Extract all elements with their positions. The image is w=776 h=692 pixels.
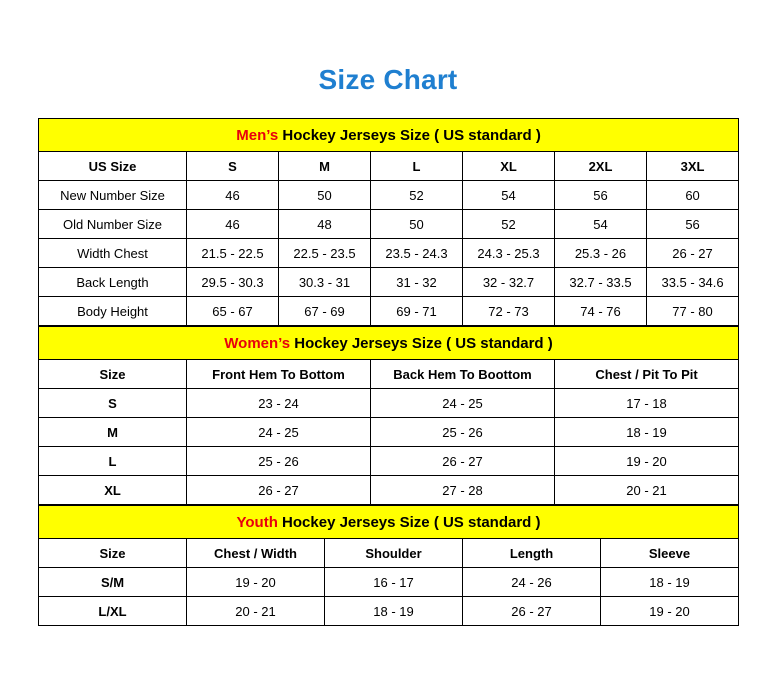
youth-header-cell: Chest / Width (187, 539, 325, 568)
cell: 24.3 - 25.3 (463, 239, 555, 268)
womens-header-cell: Back Hem To Boottom (371, 360, 555, 389)
mens-banner-rest: Hockey Jerseys Size ( US standard ) (278, 126, 541, 144)
womens-header-cell: Chest / Pit To Pit (555, 360, 739, 389)
cell: 21.5 - 22.5 (187, 239, 279, 268)
table-row (39, 568, 739, 597)
cell: 52 (371, 181, 463, 210)
cell: 26 - 27 (463, 597, 601, 626)
cell: 25 - 26 (187, 447, 371, 476)
row-label: S (39, 389, 187, 418)
table-row (39, 210, 739, 239)
cell: 27 - 28 (371, 476, 555, 505)
mens-banner-highlight: Men’s (236, 126, 279, 144)
mens-header-cell: L (371, 152, 463, 181)
cell: 77 - 80 (647, 297, 739, 326)
cell: 72 - 73 (463, 297, 555, 326)
cell: 46 (187, 181, 279, 210)
womens-banner-row (39, 327, 739, 360)
mens-header-cell: 3XL (647, 152, 739, 181)
row-label: L (39, 447, 187, 476)
cell: 19 - 20 (555, 447, 739, 476)
row-label: Body Height (39, 297, 187, 326)
cell: 29.5 - 30.3 (187, 268, 279, 297)
cell: 46 (187, 210, 279, 239)
mens-header-cell: US Size (39, 152, 187, 181)
cell: 25.3 - 26 (555, 239, 647, 268)
youth-header-cell: Shoulder (325, 539, 463, 568)
table-row (39, 418, 739, 447)
table-row (39, 476, 739, 505)
womens-banner (39, 327, 739, 360)
row-label: Width Chest (39, 239, 187, 268)
womens-header-row (39, 360, 739, 389)
mens-header-cell: XL (463, 152, 555, 181)
youth-banner-rest: Hockey Jerseys Size ( US standard ) (277, 513, 541, 531)
cell: 56 (555, 181, 647, 210)
mens-header-row (39, 152, 739, 181)
mens-size-table (38, 118, 739, 326)
cell: 18 - 19 (555, 418, 739, 447)
cell: 69 - 71 (371, 297, 463, 326)
cell: 52 (463, 210, 555, 239)
cell: 54 (463, 181, 555, 210)
womens-header-cell: Front Hem To Bottom (187, 360, 371, 389)
row-label: L/XL (39, 597, 187, 626)
cell: 22.5 - 23.5 (279, 239, 371, 268)
mens-header-cell: M (279, 152, 371, 181)
youth-banner (39, 506, 739, 539)
cell: 18 - 19 (601, 568, 739, 597)
cell: 30.3 - 31 (279, 268, 371, 297)
womens-header-cell: Size (39, 360, 187, 389)
mens-header-cell: S (187, 152, 279, 181)
youth-banner-highlight: Youth (236, 513, 278, 531)
womens-size-table (38, 326, 739, 505)
cell: 23 - 24 (187, 389, 371, 418)
cell: 50 (279, 181, 371, 210)
cell: 65 - 67 (187, 297, 279, 326)
row-label: M (39, 418, 187, 447)
cell: 33.5 - 34.6 (647, 268, 739, 297)
cell: 23.5 - 24.3 (371, 239, 463, 268)
table-row (39, 389, 739, 418)
row-label: Back Length (39, 268, 187, 297)
cell: 16 - 17 (325, 568, 463, 597)
cell: 18 - 19 (325, 597, 463, 626)
youth-header-cell: Length (463, 539, 601, 568)
youth-header-cell: Sleeve (601, 539, 739, 568)
youth-size-table (38, 505, 739, 626)
row-label: New Number Size (39, 181, 187, 210)
cell: 26 - 27 (647, 239, 739, 268)
youth-header-cell: Size (39, 539, 187, 568)
womens-banner-rest: Hockey Jerseys Size ( US standard ) (290, 334, 553, 352)
youth-banner-row (39, 506, 739, 539)
cell: 19 - 20 (601, 597, 739, 626)
mens-banner-row (39, 119, 739, 152)
row-label: XL (39, 476, 187, 505)
row-label: S/M (39, 568, 187, 597)
cell: 17 - 18 (555, 389, 739, 418)
cell: 20 - 21 (555, 476, 739, 505)
cell: 26 - 27 (371, 447, 555, 476)
table-row (39, 597, 739, 626)
table-row (39, 447, 739, 476)
table-row (39, 268, 739, 297)
tables-container (38, 118, 738, 626)
row-label: Old Number Size (39, 210, 187, 239)
cell: 56 (647, 210, 739, 239)
cell: 31 - 32 (371, 268, 463, 297)
cell: 54 (555, 210, 647, 239)
cell: 50 (371, 210, 463, 239)
cell: 32 - 32.7 (463, 268, 555, 297)
cell: 24 - 25 (187, 418, 371, 447)
mens-header-cell: 2XL (555, 152, 647, 181)
table-row (39, 181, 739, 210)
cell: 24 - 25 (371, 389, 555, 418)
cell: 26 - 27 (187, 476, 371, 505)
youth-header-row (39, 539, 739, 568)
cell: 24 - 26 (463, 568, 601, 597)
page-title: Size Chart (318, 64, 458, 95)
table-row (39, 239, 739, 268)
cell: 19 - 20 (187, 568, 325, 597)
cell: 32.7 - 33.5 (555, 268, 647, 297)
mens-banner (39, 119, 739, 152)
cell: 60 (647, 181, 739, 210)
womens-banner-highlight: Women’s (224, 334, 291, 352)
cell: 25 - 26 (371, 418, 555, 447)
cell: 74 - 76 (555, 297, 647, 326)
cell: 48 (279, 210, 371, 239)
table-row (39, 297, 739, 326)
cell: 20 - 21 (187, 597, 325, 626)
cell: 67 - 69 (279, 297, 371, 326)
